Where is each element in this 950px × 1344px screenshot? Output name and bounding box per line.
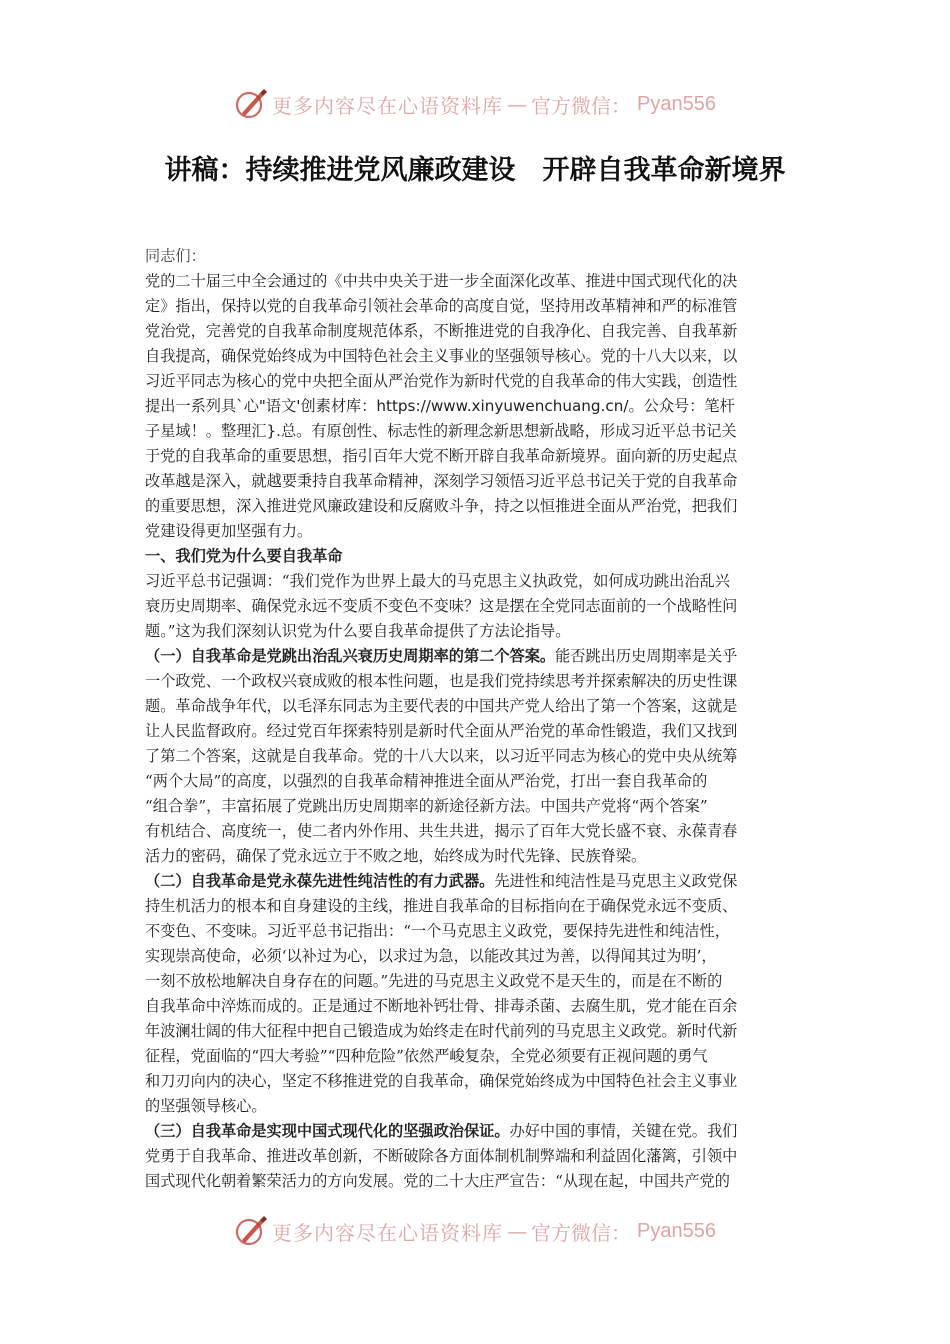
paragraph-2-line: 和刀刃向内的决心，坚定不移推进党的自我革命，确保党始终成为中国特色社会主义事业 [145, 1072, 738, 1090]
paragraph-1-lead: 能否跳出历史周期率是关乎 [555, 647, 738, 665]
section1-line: 习近平总书记强调：“我们党作为世界上最大的马克思主义执政党，如何成功跳出治乱兴 [145, 572, 730, 590]
pen-logo-icon [234, 87, 268, 121]
paragraph-1-line: 有机结合、高度统一，使二者内外作用、共生共进，揭示了百年大党长盛不衰、永葆青春 [145, 822, 738, 840]
pen-logo-icon [234, 1214, 268, 1248]
paragraph-2-line: 持生机活力的根本和自身建设的主线，推进自我革命的目标指向在于确保党永远不变质、 [145, 897, 738, 915]
paragraph-2-first-line [145, 869, 808, 894]
paragraph-1-line: 一个政党、一个政权兴衰成败的根本性问题，也是我们党持续思考并探索解决的历史性课 [145, 672, 738, 690]
subheading-3: （三）自我革命是实现中国式现代化的坚强政治保证。 [145, 1122, 510, 1140]
subheading-2: （二）自我革命是党永葆先进性纯洁性的有力武器。 [145, 872, 495, 890]
section1-line: 题。”这为我们深刻认识党为什么要自我革命提供了方法论指导。 [145, 622, 571, 640]
intro-line: 习近平同志为核心的党中央把全面从严治党作为新时代党的自我革命的伟大实践，创造性 [145, 372, 738, 390]
paragraph-1-line: 活力的密码，确保了党永远立于不败之地，始终成为时代先锋、民族脊梁。 [145, 847, 647, 865]
intro-line: 改革越是深入，就越要秉持自我革命精神，深刻学习领悟习近平总书记关于党的自我革命 [145, 472, 738, 490]
paragraph-1-line: “组合拳”，丰富拓展了党跳出历史周期率的新途径新方法。中国共产党将“两个答案” [145, 797, 708, 815]
paragraph-1-first-line [145, 644, 808, 669]
intro-line: 提出一系列具`心"语文'创素材库：https://www.xinyuwenchuang.cn/。公众号：笔杆 [145, 397, 735, 415]
paragraph-2-line: 自我革命中淬炼而成的。正是通过不断地补钙壮骨、排毒杀菌、去腐生肌，党才能在百余 [145, 997, 738, 1015]
intro-line: 党的二十届三中全会通过的《中共中央关于进一步全面深化改革、推进中国式现代化的决 [145, 272, 738, 290]
banner-wechat-id: Pyan556 [637, 1219, 716, 1242]
paragraph-1-line: 题。革命战争年代，以毛泽东同志为主要代表的中国共产党人给出了第一个答案，这就是 [145, 697, 738, 715]
greeting: 同志们： [145, 247, 206, 265]
paragraph-1-line: 让人民监督政府。经过党百年探索特别是新时代全面从严治党的革命性锻造，我们又找到 [145, 722, 738, 740]
document-body [145, 244, 808, 1194]
paragraph-2-line: 征程，党面临的“四大考验”“四种危险”依然严峻复杂，全党必须要有正视问题的勇气 [145, 1047, 708, 1065]
paragraph-1-line: 了第二个答案，这就是自我革命。党的十八大以来，以习近平同志为核心的党中央从统筹 [145, 747, 738, 765]
intro-line: 定》指出，保持以党的自我革命引领社会革命的高度自觉，坚持用改革精神和严的标准管 [145, 297, 738, 315]
intro-line: 党治党，完善党的自我革命制度规范体系，不断推进党的自我净化、自我完善、自我革新 [145, 322, 738, 340]
paragraph-1-line: “两个大局”的高度，以强烈的自我革命精神推进全面从严治党，打出一套自我革命的 [145, 772, 708, 790]
paragraph-2-line: 一刻不放松地解决自身存在的问题。”先进的马克思主义政党不是天生的，而是在不断的 [145, 972, 723, 990]
intro-line: 党建设得更加坚强有力。 [145, 522, 313, 540]
paragraph-3-line: 党勇于自我革命、推进改革创新，不断破除各方面体制机制弊端和利益固化藩篱，引领中 [145, 1147, 738, 1165]
banner-wechat-id: Pyan556 [637, 92, 716, 115]
section1-line: 衰历史周期率、确保党永远不变质不变色不变味？这是摆在全党同志面前的一个战略性问 [145, 597, 738, 615]
section-heading: 一、我们党为什么要自我革命 [145, 547, 343, 565]
intro-line: 于党的自我革命的重要思想，指引百年大党不断开辟自我革命新境界。面向新的历史起点 [145, 447, 738, 465]
page-title: 讲稿：持续推进党风廉政建设 开辟自我革命新境界 [164, 155, 786, 186]
paragraph-3-first-line [145, 1119, 808, 1144]
paragraph-2-lead: 先进性和纯洁性是马克思主义政党保 [494, 872, 738, 890]
intro-line: 的重要思想，深入推进党风廉政建设和反腐败斗争，持之以恒推进全面从严治党，把我们 [145, 497, 738, 515]
banner-separator: — [507, 92, 528, 116]
banner-separator: — [507, 1219, 528, 1243]
intro-line: 子星域！。整理汇}.总。有原创性、标志性的新理念新思想新战略，形成习近平总书记关 [145, 422, 737, 440]
intro-line: 自我提高，确保党始终成为中国特色社会主义事业的坚强领导核心。党的十八大以来，以 [145, 347, 738, 365]
paragraph-3-lead: 办好中国的事情，关键在党。我们 [509, 1122, 738, 1140]
banner-text: 更多内容尽在心语资料库 [272, 1220, 504, 1245]
paragraph-2-line: 实现崇高使命，必须‘以补过为心，以求过为急，以能改其过为善，以得闻其过为明’， [145, 947, 717, 965]
subheading-1: （一）自我革命是党跳出治乱兴衰历史周期率的第二个答案。 [145, 647, 556, 665]
footer-banner [0, 1211, 950, 1251]
banner-wechat-label: 官方微信： [531, 1220, 632, 1245]
paragraph-2-line: 的坚强领导核心。 [145, 1097, 267, 1115]
banner-text: 更多内容尽在心语资料库 [272, 93, 504, 118]
paragraph-2-line: 年波澜壮阔的伟大征程中把自己锻造成为始终走在时代前列的马克思主义政党。新时代新 [145, 1022, 738, 1040]
header-banner [0, 84, 950, 124]
banner-wechat-label: 官方微信： [531, 93, 632, 118]
paragraph-2-line: 不变色、不变味。习近平总书记指出：“一个马克思主义政党，要保持先进性和纯洁性， [145, 922, 730, 940]
paragraph-3-line: 国式现代化朝着繁荣活力的方向发展。党的二十大庄严宣告：“从现在起，中国共产党的 [145, 1172, 730, 1190]
